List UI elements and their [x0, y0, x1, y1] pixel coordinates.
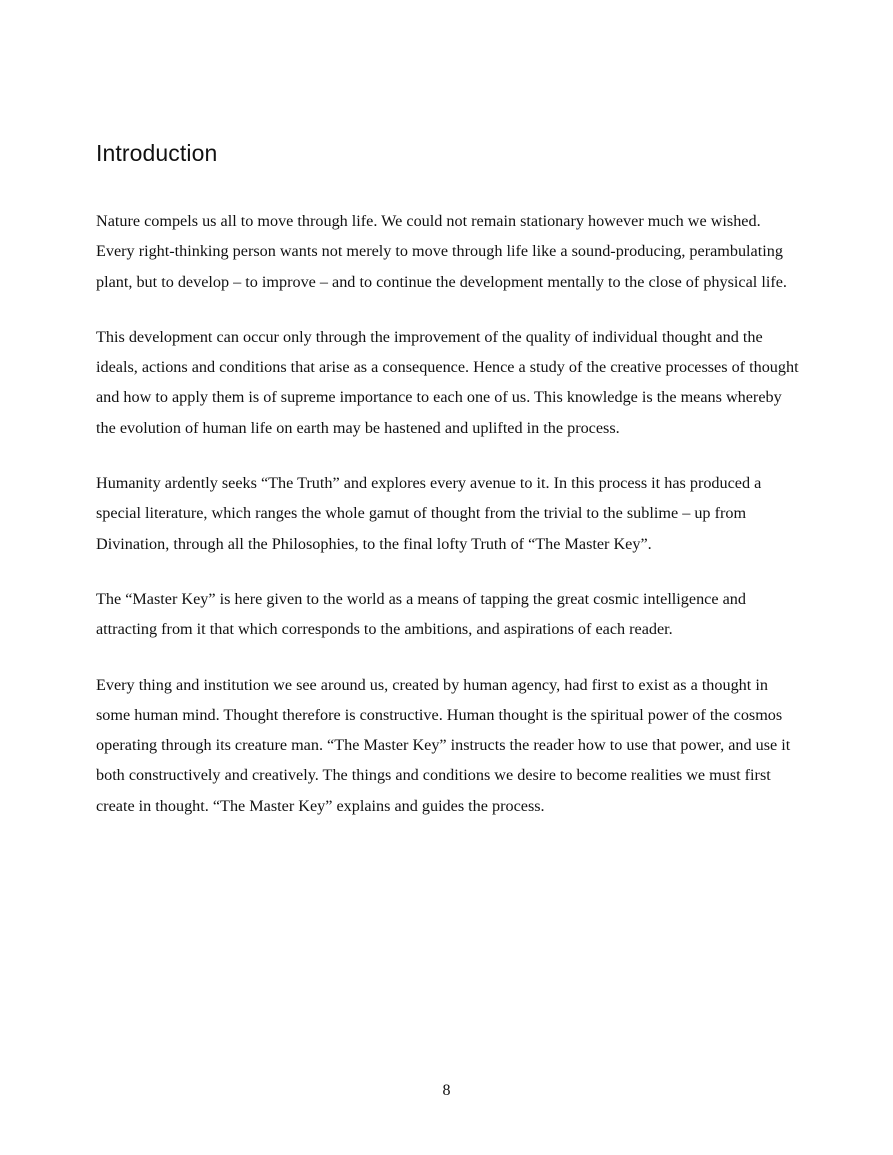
page-title: Introduction [96, 140, 218, 166]
paragraph-3: Humanity ardently seeks “The Truth” and explores every avenue to it. In this process it has produced a special literature, which ranges the whole gamut of thought from the trivial to the sublime – up from Divination, through all the Philosophies, to the final lofty Truth of “The Master Key”. [96, 474, 762, 553]
paragraph-1: Nature compels us all to move through life. We could not remain stationary however much we wished. Every right-thinking person wants not merely to move through life like a sound-producing, perambulating plant, but to develop – to improve – and to continue the development mentally to the close of physical life. [96, 212, 787, 291]
page-number: 8 [442, 1082, 451, 1099]
paragraph-2: This development can occur only through the improvement of the quality of individual thought and the ideals, actions and conditions that arise as a consequence. Hence a study of the creative processes of thought and how to apply them is of supreme importance to each one of us. This knowledge is the means whereby the evolution of human life on earth may be hastened and uplifted in the process. [96, 327, 799, 437]
body-text [96, 206, 802, 846]
paragraph-4: The “Master Key” is here given to the world as a means of tapping the great cosmic intelligence and attracting from it that which corresponds to the ambitions, and aspirations of each reader. [96, 589, 746, 639]
paragraph-5: Every thing and institution we see around us, created by human agency, had first to exist as a thought in some human mind. Thought therefore is constructive. Human thought is the spiritual power of the cosmos operating through its creature man. “The Master Key” instructs the reader how to use that power, and use it both constructively and creatively. The things and conditions we desire to become realities we must first create in thought. “The Master Key” explains and guides the process. [96, 675, 791, 815]
